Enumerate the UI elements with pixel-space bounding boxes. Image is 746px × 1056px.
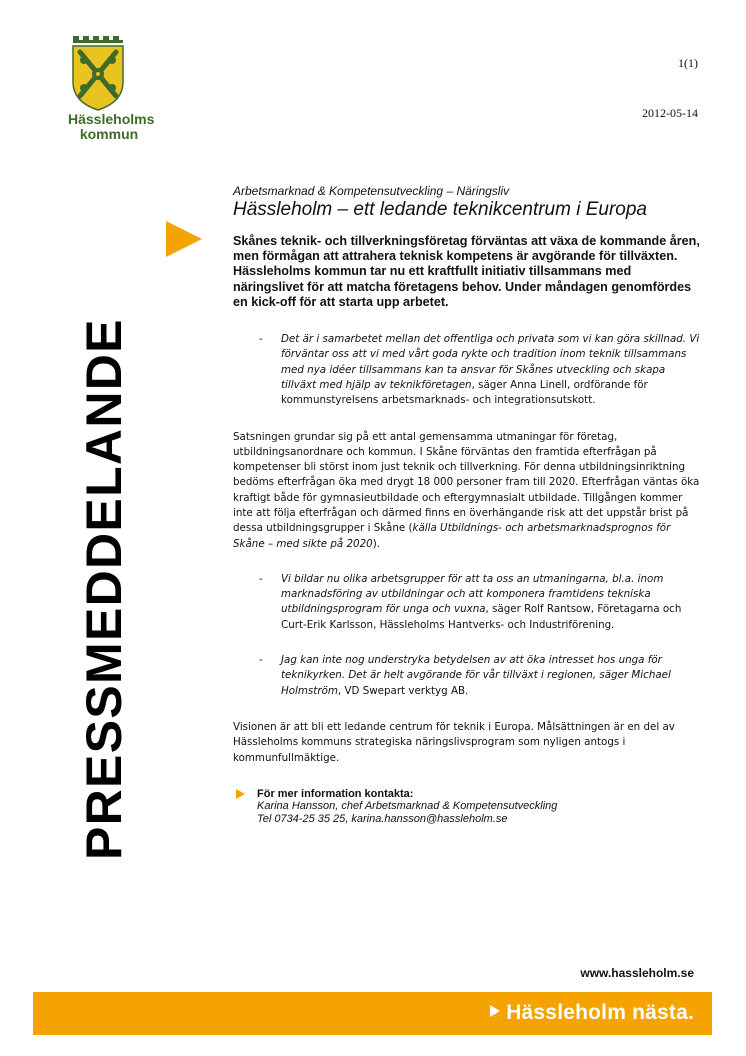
page-number: 1(1)	[678, 56, 698, 70]
quote-text: Jag kan inte nog understryka betydelsen av att öka intresset hos unga för teknikyrken. Det är helt avgörande för vår tillväxt i regionen, säger Michael Holmström	[281, 654, 671, 697]
lead-paragraph: Skånes teknik- och tillverkningsföretag förväntas att växa de kommande åren, men förmågan att attrahera teknisk kompetens är avgörande för tillväxten. Hässleholms kommun tar nu ett kraftfullt initiativ tillsammans med näringslivet för att matcha företagens behov. Under måndagen genomfördes en kick-off för att starta upp arbetet.	[233, 234, 700, 309]
footer-brand-text: Hässleholm nästa.	[506, 1001, 694, 1024]
website-link[interactable]: www.hassleholm.se	[580, 966, 694, 980]
headline: Hässleholm – ett ledande teknikcentrum i Europa	[233, 199, 648, 220]
quote-text: Det är i samarbetet mellan det offentliga och privata som vi kan göra skillnad. Vi förväntar oss att vi med vårt goda rykte och tradition inom teknik tillsammans med nya idéer tillsammans kan ta ansvar för Skånes utveckling och skapa tillväxt med hjälp av teknikföretagen	[281, 333, 700, 391]
quote-text: Vi bildar nu olika arbetsgrupper för att ta oss an utmaningarna, bl.a. inom marknadsföring av utbildningar och att komponera framtidens tekniska utbildningsprogram för unga och vuxna	[281, 572, 664, 616]
municipality-logo	[68, 36, 155, 142]
paragraph-text: Satsningen grundar sig på ett antal gemensamma utmaningar för företag, utbildningsanordnare och kommun. I Skåne förväntas den framtida efterfrågan på kompetenser bli störst inom just teknik och tillverkning. För denna utbildningsinriktning bedöms efterfrågan öka med drygt 18 000 personer fram till 2020. Efterfrågan väntas öka kraftigt både för gymnasieutbildade och eftergymnasialt utbildade. Tillgången kommer inte att följa efterfrågan och därmed finns en överhängande risk att det uppstår brist på dessa utbildningsgrupper i Skåne (	[233, 430, 700, 535]
play-arrow-icon	[166, 221, 202, 257]
quote-dash: -	[259, 333, 263, 346]
quote-dash: -	[259, 572, 263, 585]
contact-details[interactable]: Tel 0734-25 35 25, karina.hansson@hassleholm.se	[257, 812, 508, 825]
body-paragraph	[233, 430, 703, 552]
contact-block	[233, 788, 703, 826]
closing-paragraph: Visionen är att bli ett ledande centrum för teknik i Europa. Målsättningen är en del av Hässleholms kommuns strategiska näringslivsprogram som nyligen antogs i kommunfullmäktige.	[233, 720, 675, 764]
bullet-arrow-icon	[236, 789, 245, 799]
quote-dash: -	[259, 654, 263, 667]
quote-attribution: , säger Anna Linell, ordförande för kommunstyrelsens arbetsmarknads- och integrationsutskott.	[281, 378, 648, 407]
contact-person: Karina Hansson, chef Arbetsmarknad & Kompetensutveckling	[257, 800, 558, 813]
vertical-title: PRESSMEDDELANDE	[76, 318, 132, 860]
paragraph-end: ).	[372, 537, 380, 550]
quote-block	[233, 653, 703, 699]
source-citation: källa Utbildnings- och arbetsmarknadsprognos för Skåne – med sikte på 2020	[233, 522, 671, 550]
logo-text-line1: Hässleholms	[68, 111, 155, 127]
contact-heading: För mer information kontakta:	[257, 787, 414, 800]
quote-block	[233, 332, 703, 408]
quote-attribution: , VD Swepart verktyg AB.	[337, 684, 469, 697]
quote-block	[233, 572, 703, 633]
footer-arrow-icon	[490, 1005, 500, 1017]
coat-of-arms-icon	[70, 36, 148, 112]
release-date: 2012-05-14	[642, 106, 698, 120]
footer-brand	[490, 1001, 694, 1025]
quote-attribution: , säger Rolf Rantsow, Företagarna och Curt-Erik Karlsson, Hässleholms Hantverks- och Industriförening.	[281, 603, 682, 631]
footer-bar	[33, 992, 712, 1035]
category-line: Arbetsmarknad & Kompetensutveckling – Näringsliv	[233, 184, 510, 198]
article	[233, 184, 703, 825]
logo-text-line2: kommun	[79, 126, 139, 142]
